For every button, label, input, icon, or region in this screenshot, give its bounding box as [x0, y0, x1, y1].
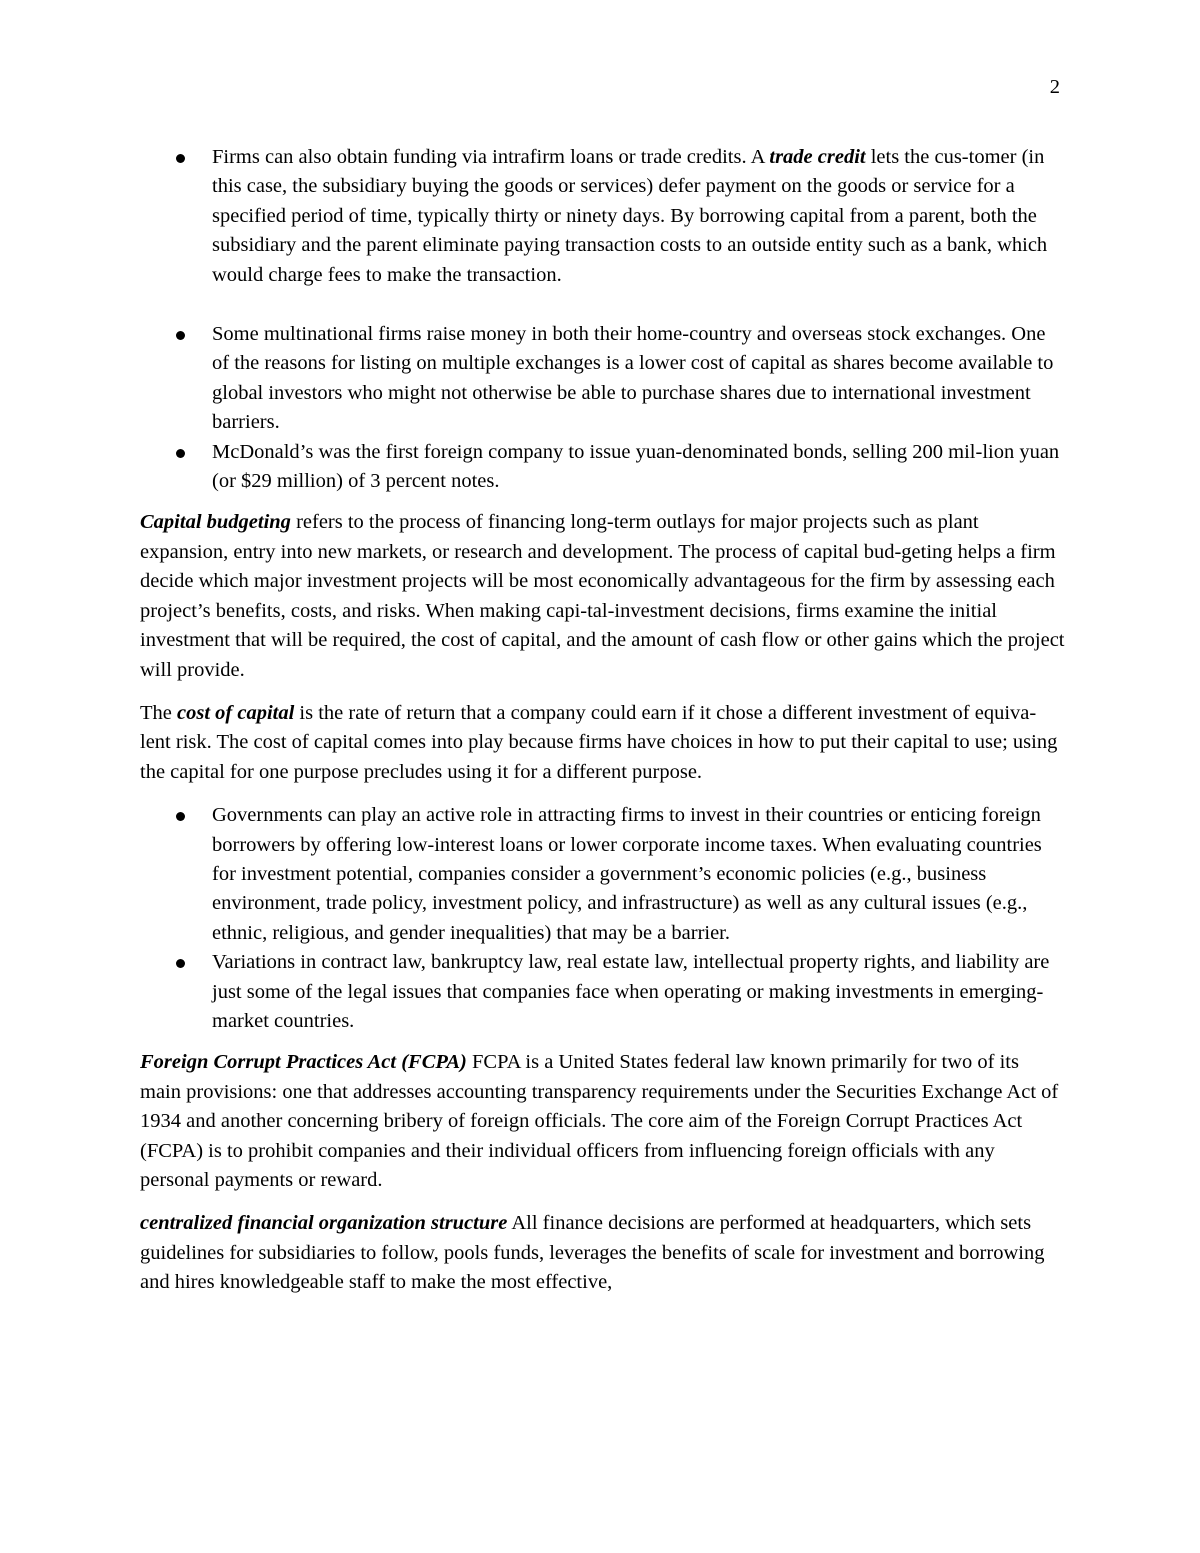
list-item-text: Some multinational firms raise money in both their home-country and overseas stock exchanges. One of the reasons for listing on multiple exchanges is a lower cost of capital as shares become available to global investors who might not otherwise be able to purchase shares due to international investment barriers. — [212, 323, 1054, 434]
bullet-icon — [176, 812, 185, 821]
bullet-icon — [176, 449, 185, 458]
paragraph-text: is the rate of return that a company could earn if it chose a different investment of equiva-lent risk. The cost of capital comes into play because firms have choices in how to put their capital to use; using the capital for one purpose precludes using it for a different purpose. — [140, 701, 1058, 783]
list-item — [212, 143, 1065, 290]
bullet-list-governments — [140, 801, 1065, 1036]
list-item-text: Variations in contract law, bankruptcy law, real estate law, intellectual property rights, and liability are just some of the legal issues that companies face when operating or making investments in emerging-market countries. — [212, 951, 1050, 1032]
document-body — [140, 143, 1065, 1312]
paragraph-cost-of-capital — [140, 699, 1065, 787]
list-item — [212, 320, 1065, 438]
bullet-icon — [176, 959, 185, 968]
list-item-text-after: lets the cus-tomer (in this case, the subsidiary buying the goods or services) defer payment on the goods or service for a specified period of time, typically thirty or ninety days. By borrowing capital from a parent, both the subsidiary and the parent eliminate paying transaction costs to an outside entity such as a bank, which would charge fees to make the transaction. — [212, 146, 1048, 286]
list-item — [212, 948, 1065, 1036]
paragraph-text: refers to the process of financing long-term outlays for major projects such as plant expansion, entry into new markets, or research and development. The process of capital bud-geting helps a firm decide which major investment projects will be most economically advantageous for the firm by assessing each project’s benefits, costs, and risks. When making capi-tal-investment decisions, firms examine the initial investment that will be required, the cost of capital, and the amount of cash flow or other gains which the project will provide. — [140, 511, 1065, 681]
bullet-list-stock-exchanges — [140, 320, 1065, 496]
list-item-text: Governments can play an active role in attracting firms to invest in their countries or enticing foreign borrowers by offering low-interest loans or lower corporate income taxes. When evaluating countries for investment potential, companies consider a government’s economic policies (e.g., business environment, trade policy, investment policy, and infrastructure) as well as any cultural issues (e.g., ethnic, religious, and gender inequalities) that may be a barrier. — [212, 804, 1042, 944]
term-cost-of-capital: cost of capital — [177, 701, 295, 724]
paragraph-fcpa — [140, 1048, 1065, 1195]
term-capital-budgeting: Capital budgeting — [140, 511, 291, 534]
list-item — [212, 801, 1065, 948]
term-trade-credit: trade credit — [769, 146, 866, 168]
paragraph-text: All finance decisions are performed at headquarters, which sets guidelines for subsidiaries to follow, pools funds, leverages the benefits of scale for investment and borrowing and hires knowledgeable staff to make the most effective, — [140, 1212, 1045, 1294]
list-item — [212, 438, 1065, 497]
term-centralized-structure: centralized financial organization structure — [140, 1212, 508, 1235]
paragraph-centralized — [140, 1209, 1065, 1297]
paragraph-text: FCPA is a United States federal law known primarily for two of its main provisions: one that addresses accounting transparency requirements under the Securities Exchange Act of 1934 and another concerning bribery of foreign officials. The core aim of the Foreign Corrupt Practices Act (FCPA) is to prohibit companies and their individual officers from influencing foreign officials with any personal payments or reward. — [140, 1051, 1059, 1191]
page-number: 2 — [1049, 76, 1060, 98]
bullet-icon — [176, 331, 185, 340]
term-fcpa: Foreign Corrupt Practices Act (FCPA) — [140, 1051, 467, 1074]
paragraph-capital-budgeting — [140, 508, 1065, 684]
list-item-text-before: Firms can also obtain funding via intrafirm loans or trade credits. A — [212, 146, 770, 168]
bullet-icon — [176, 154, 185, 163]
spacer — [140, 290, 1065, 320]
list-item-text: McDonald’s was the first foreign company to issue yuan-denominated bonds, selling 200 mil-lion yuan (or $29 million) of 3 percent notes. — [212, 440, 1060, 493]
paragraph-text-before: The — [140, 701, 177, 724]
bullet-list-trade-credit — [140, 143, 1065, 290]
